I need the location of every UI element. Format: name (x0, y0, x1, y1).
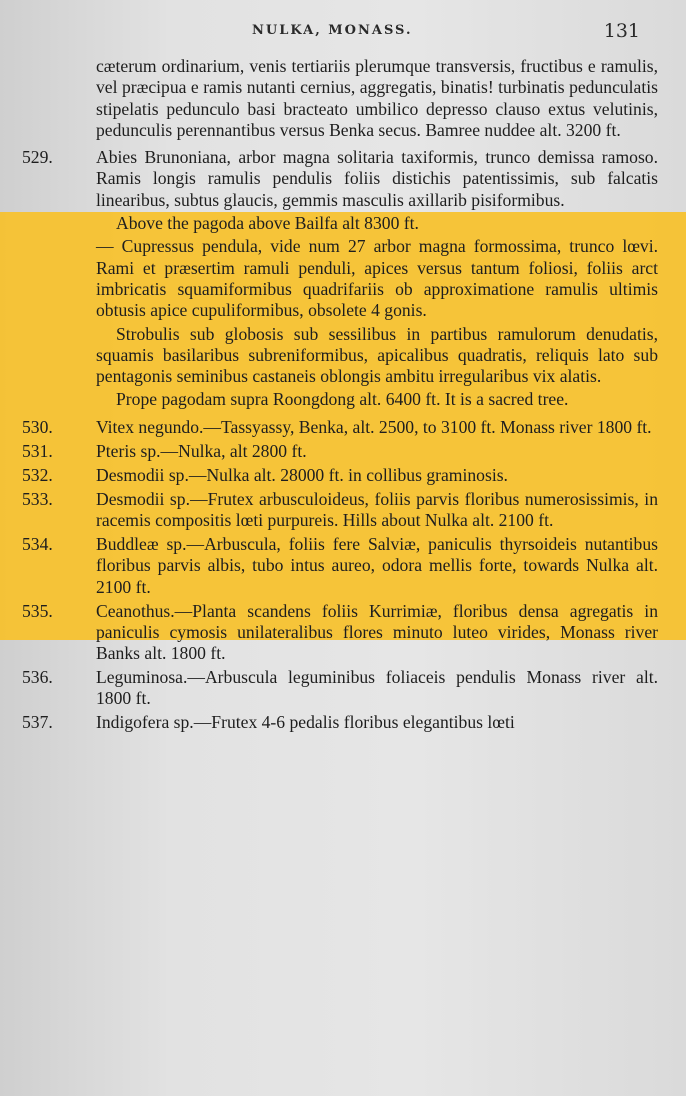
entry-paragraph: Prope pagodam supra Roongdong alt. 6400 ft. It is a sacred tree. (116, 389, 569, 410)
entry-number: 530. (22, 416, 53, 437)
entry-number: 536. (22, 667, 53, 688)
entry-number: 534. (22, 533, 53, 554)
page-header (0, 20, 686, 46)
entry-paragraph: Abies Brunoniana, arbor magna solitaria taxiformis, trunco demissa ramoso. Ramis longis ramulis pendulis foliis distichis patentissimis, sub falcatis linearibus, subtus glaucis, gemmis masculis axillarib pisiformibus. (96, 147, 658, 210)
entry-body (96, 417, 658, 438)
entry-number: 537. (22, 712, 53, 733)
entry-body (96, 712, 658, 733)
entry-body (96, 667, 658, 710)
entry-532 (22, 465, 658, 486)
entry-paragraph: — Cupressus pendula, vide num 27 arbor magna formossima, trunco lœvi. Rami et præsertim ramuli penduli, apices versus tantum foliosi, foliis arct imbricatis squamiformibus quadrifariis ob approximatione ramulis ultimis obtusis apice cupuliformibus, obsolete 4 gonis. (96, 236, 658, 321)
entry-number: 533. (22, 488, 53, 509)
entry-paragraph: Ceanothus.—Planta scandens foliis Kurrimiæ, floribus densa agregatis in paniculis cymosis unilateralibus flores minuto luteo virides, Monass river Banks alt. 1800 ft. (96, 600, 658, 664)
entry-number: 529. (22, 147, 53, 168)
entry-531 (22, 441, 658, 462)
entry-body (96, 147, 658, 411)
entry-number: 535. (22, 600, 53, 621)
entry-paragraph: Indigofera sp.—Frutex 4-6 pedalis floribus elegantibus lœti (96, 712, 515, 733)
entry-536 (22, 667, 658, 710)
page-body (22, 56, 658, 734)
entry-body (96, 465, 658, 486)
entry-body (96, 441, 658, 462)
entry-number: 532. (22, 464, 53, 485)
entry-533 (22, 489, 658, 532)
entry-530 (22, 417, 658, 438)
entry-paragraph: Leguminosa.—Arbuscula leguminibus foliaceis pendulis Monass river alt. 1800 ft. (96, 667, 658, 709)
entry-body (96, 489, 658, 532)
running-head: NULKA, MONASS. (252, 23, 413, 38)
entry-body (96, 601, 658, 665)
page-number: 131 (603, 20, 640, 42)
continuation-paragraph: cæterum ordinarium, venis tertiariis plerumque transversis, fructibus e ramulis, vel præcipua e ramis nutanti cernius, aggregatis, binatis! turbinatis pedunculatis stipelatis pedunculo basi bracteato umbilico depresso clauso extus velutinis, pedunculis perennantibus versus Benka secus. Bamree nuddee alt. 3200 ft. (96, 56, 658, 140)
entry-534 (22, 534, 658, 598)
entry-number: 531. (22, 440, 53, 461)
entry-529 (22, 147, 658, 411)
entry-paragraph: Buddleæ sp.—Arbuscula, foliis fere Salviæ, paniculis thyrsoideis nutantibus floribus parvis albis, tubo intus aureo, odora mellis forte, towards Nulka alt. 2100 ft. (96, 533, 658, 597)
entry-paragraph: Above the pagoda above Bailfa alt 8300 ft. (116, 213, 419, 234)
entry-paragraph: Vitex negundo.—Tassyassy, Benka, alt. 2500, to 3100 ft. Monass river 1800 ft. (96, 416, 652, 437)
entry-paragraph: Strobulis sub globosis sub sessilibus in partibus ramulorum denudatis, squamis basilaribus subreniformibus, apicalibus quadratis, reliquis lato sub pentagonis seminibus castaneis oblongis ambitu irregularibus vix alatis. (96, 323, 658, 387)
entry-paragraph: Desmodii sp.—Nulka alt. 28000 ft. in collibus graminosis. (96, 464, 508, 485)
entry-body (96, 534, 658, 598)
entry-537 (22, 712, 658, 733)
entry-paragraph: Pteris sp.—Nulka, alt 2800 ft. (96, 440, 307, 461)
entry-paragraph: Desmodii sp.—Frutex arbusculoideus, foliis parvis floribus numerosissimis, in racemis compositis lœti purpureis. Hills about Nulka alt. 2100 ft. (96, 488, 658, 530)
entry-535 (22, 601, 658, 665)
